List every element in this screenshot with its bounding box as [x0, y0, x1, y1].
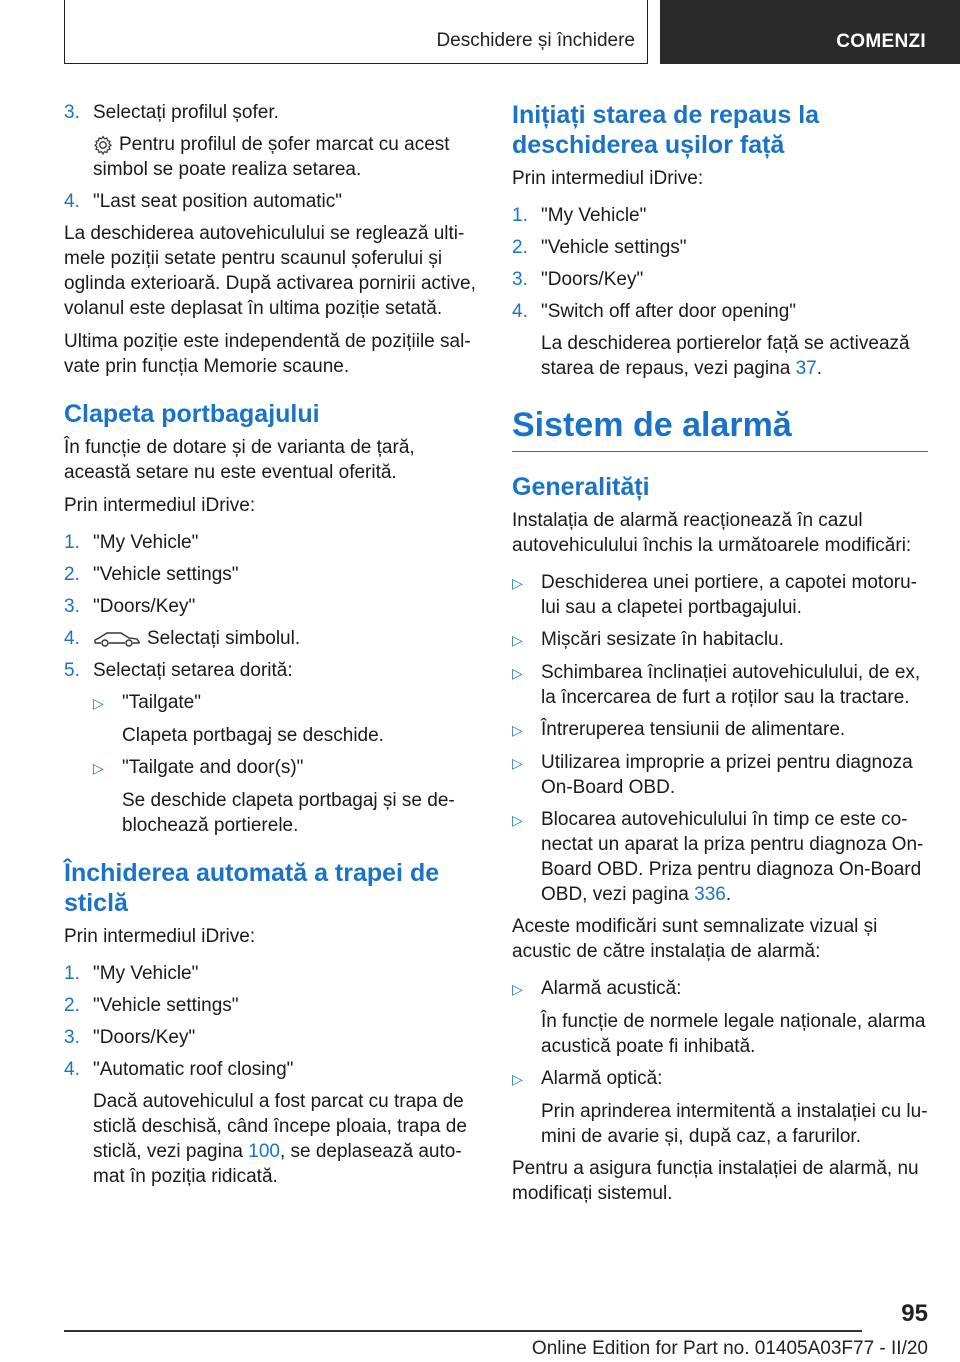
- bullet-desc: În funcție de normele legale naționale, alarma acustică poate fi inhibată.: [541, 1011, 926, 1057]
- paragraph: În funcție de dotare și de varianta de țară, această setare nu este eventual oferită.: [64, 437, 415, 483]
- list-item: 5. Selectați setarea dorită:: [64, 660, 293, 681]
- page-number: 95: [901, 1300, 928, 1327]
- triangle-bullet-icon: ▷: [93, 695, 104, 711]
- triangle-bullet-icon: ▷: [512, 812, 523, 828]
- list-item: 2. "Vehicle settings": [512, 237, 687, 258]
- bullet-desc: Prin aprinderea intermitentă a instalației cu lumini de avarie și, după caz, a farurilor.: [541, 1101, 928, 1147]
- paragraph: La deschiderea autovehiculului se reglează ultimele poziții setate pentru scaunul șoferului și oglinda exterioară. După activarea pornirii active, volanul este deplasat în ultima poziție setată.: [64, 223, 476, 319]
- step-note: Dacă autovehiculul a fost parcat cu trapa de sticlă deschisă, când începe ploaia, trapa de sticlă, vezi pagina 100, se deplasează automat în poziția ridicată.: [93, 1091, 467, 1187]
- list-item: 1. "My Vehicle": [512, 205, 647, 226]
- footer-divider: [64, 1330, 862, 1332]
- bullet-item: ▷ Blocarea autovehiculului în timp ce este conectat un aparat la priza pentru diagnoza On-Board OBD. Priza pentru diagnoza On-Board OBD, vezi pagina 336.: [512, 809, 924, 905]
- heading-sleep: Inițiați starea de repaus la deschiderea ușilor față: [512, 101, 820, 159]
- bullet-item: ▷ Mișcări sesizate în habitaclu.: [512, 627, 928, 653]
- list-item: 3. "Doors/Key": [64, 1027, 196, 1048]
- heading-roof: Închiderea automată a trapei de sticlă: [64, 859, 440, 917]
- list-item: 3. "Doors/Key": [512, 269, 644, 290]
- page-link[interactable]: 336: [694, 884, 726, 905]
- gear-icon: [93, 135, 113, 155]
- triangle-bullet-icon: ▷: [512, 1071, 523, 1087]
- list-item: 4. "Switch off after door opening": [512, 301, 797, 322]
- paragraph: Ultima poziție este independentă de pozițiile salvate prin funcția Memorie scaune.: [64, 331, 471, 377]
- paragraph: Prin intermediul iDrive:: [64, 926, 256, 947]
- triangle-bullet-icon: ▷: [512, 665, 523, 681]
- step-note: La deschiderea portierelor față se activează starea de repaus, vezi pagina 37.: [541, 333, 910, 379]
- bullet-item: ▷ Alarmă acustică:: [512, 976, 928, 1002]
- paragraph: Prin intermediul iDrive:: [512, 168, 704, 189]
- left-column: [64, 100, 476, 1196]
- paragraph: Prin intermediul iDrive:: [64, 495, 256, 516]
- page-link[interactable]: 37: [795, 358, 817, 379]
- triangle-bullet-icon: ▷: [512, 981, 523, 997]
- paragraph: Aceste modificări sunt semnalizate vizual și acustic de către instalația de alarmă:: [512, 916, 878, 962]
- list-item: 4. Selectați simbolul.: [64, 628, 301, 649]
- triangle-bullet-icon: ▷: [512, 722, 523, 738]
- bullet-item: ▷ Alarmă optică:: [512, 1066, 928, 1092]
- bullet-item: ▷ Utilizarea improprie a prizei pentru diagnoza On-Board OBD.: [512, 752, 913, 798]
- footer-edition: Online Edition for Part no. 01405A03F77 - II/20: [531, 1338, 928, 1359]
- page-link[interactable]: 100: [248, 1141, 280, 1162]
- paragraph: Pentru a asigura funcția instalației de alarmă, nu modificați sistemul.: [512, 1158, 919, 1204]
- list-item: 3. "Doors/Key": [64, 596, 196, 617]
- list-item: 4. "Last seat position automatic": [64, 191, 343, 212]
- option-desc: Se deschide clapeta portbagaj și se deblochează portierele.: [122, 790, 455, 836]
- triangle-bullet-icon: ▷: [512, 755, 523, 771]
- bullet-item: ▷ Întreruperea tensiunii de alimentare.: [512, 717, 928, 743]
- bullet-item: ▷ Deschiderea unei portiere, a capotei motorului sau a clapetei portbagajului.: [512, 572, 917, 618]
- heading-trunk: Clapeta portbagajului: [64, 400, 320, 428]
- header-section-box: [64, 0, 648, 64]
- header-category-box: [660, 0, 960, 64]
- triangle-bullet-icon: ▷: [512, 632, 523, 648]
- list-item: 3. Selectați profilul șofer.: [64, 102, 279, 123]
- list-item: 2. "Vehicle settings": [64, 564, 239, 585]
- option-item: ▷ "Tailgate and door(s)": [93, 755, 476, 781]
- option-item: ▷ "Tailgate": [93, 690, 476, 716]
- car-icon: [93, 630, 141, 648]
- list-item: 4. "Automatic roof closing": [64, 1059, 294, 1080]
- right-column: [512, 100, 928, 1214]
- list-item: 1. "My Vehicle": [64, 532, 199, 553]
- list-item: 2. "Vehicle settings": [64, 995, 239, 1016]
- list-item: 1. "My Vehicle": [64, 963, 199, 984]
- option-desc: Clapeta portbagaj se deschide.: [122, 725, 384, 746]
- triangle-bullet-icon: ▷: [93, 760, 104, 776]
- bullet-item: ▷ Schimbarea înclinației autovehiculului, de ex, la încercarea de furt a roților sau la tractare.: [512, 662, 921, 708]
- paragraph: Instalația de alarmă reacționează în cazul autovehiculului închis la următoarele modificări:: [512, 510, 912, 556]
- section-title: Deschidere și închidere: [436, 30, 635, 51]
- triangle-bullet-icon: ▷: [512, 575, 523, 591]
- heading-alarm: Sistem de alarmă: [512, 405, 928, 452]
- heading-general: Generalități: [512, 473, 650, 501]
- step-note: Pentru profilul de șofer marcat cu acest simbol se poate realiza setarea.: [93, 134, 450, 180]
- category-label: COMENZI: [836, 31, 926, 52]
